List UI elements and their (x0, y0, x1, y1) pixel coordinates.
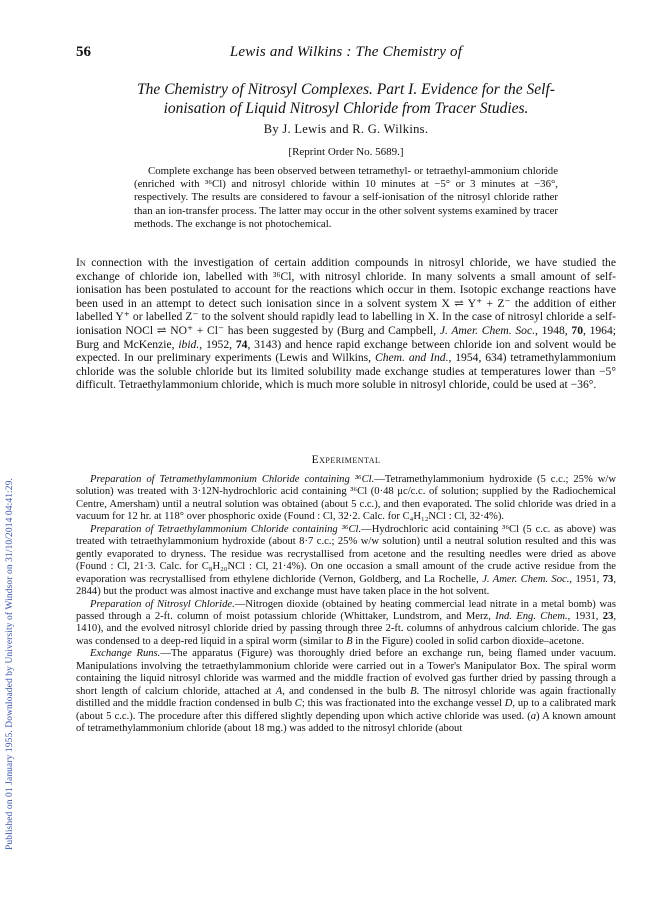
citation-journal: J. Amer. Chem. Soc. (482, 573, 570, 585)
figure-label: D (504, 698, 513, 710)
download-watermark-text: Published on 01 January 1955. Downloaded by University of Windsor on 31/10/2014 04:41:29. (5, 478, 15, 850)
intro-first-word: In (76, 256, 86, 269)
intro-paragraph: In connection with the investigation of certain addition compounds in nitrosyl chloride, we have studied the exchange of chloride ion, labelled with ³⁶Cl, with nitrosyl chloride. In many solvents a small amount of self-ionisation has been postulated to account for the reactions which occur in them. Isotopic exchange reactions have been used in an attempt to detect such ionisation since in a solvent system X ⇌ Y⁺ + Z⁻ the addition of either labelled Y⁺ or labelled Z⁻ to the solvent should rapidly lead to labelling in X. In the case of nitrosyl chloride a self-ionisation NOCl ⇌ NO⁺ + Cl⁻ has been suggested by (Burg and Campbell, J. Amer. Chem. Soc., 1948, 70, 1964; Burg and McKenzie, ibid., 1952, 74, 3143) and hence rapid exchange between chloride ion and solvent would be expected. In our preliminary experiments (Lewis and Wilkins, Chem. and Ind., 1954, 634) tetramethylammonium chloride was the soluble chloride but its limited solubility made exchange studies at temperatures lower than −5° difficult. Tetraethylammonium chloride, which is much more soluble in nitrosyl chloride, could be used at −36°. (76, 256, 616, 392)
figure-label: B (410, 685, 417, 697)
experimental-paragraph: Preparation of Tetramethylammonium Chloride containing ³⁶Cl.—Tetramethylammonium hydroxide (5 c.c.; 25% w/w solution) was treated with 3·12N-hydrochloric acid containing ³⁶Cl (0·48 μc/c.c. of solution; supplied by the Radiochemical Centre, Amersham) until a neutral solution was obtained (about 5 c.c.), and then evaporated. The solid chloride was dried in a vacuum for 12 hr. at 118° over phosphoric oxide (Found : Cl, 32·2. Calc. for C₄H₁₂NCl : Cl, 32·4%). (76, 474, 616, 523)
citation-journal: Ind. Eng. Chem. (495, 610, 568, 622)
experimental-section (76, 474, 616, 736)
citation-journal: Chem. and Ind. (374, 351, 449, 365)
experimental-paragraph: Preparation of Tetraethylammonium Chloride containing ³⁶Cl.—Hydrochloric acid containing ³⁶Cl (5 c.c. as above) was treated with tetraethylammonium hydroxide (about 8·7 c.c.; 25% w/w solution) until a neutral solution resulted and this was gently evaporated to dryness. The residue was recrystallised from acetone and the resulting needles were dried as above (Found : Cl, 21·3. Calc. for C₈H₂₀NCl : Cl, 21·4%). On one occasion a small amount of the crude active residue from the evaporation was recrystallised from ethylene dichloride (Vernon, Goldberg, and La Rochelle, J. Amer. Chem. Soc., 1951, 73, 2844) but the product was almost inactive and exchange must have taken place in the hot solvent. (76, 523, 617, 598)
list-marker: a (530, 710, 537, 722)
download-watermark (3, 140, 17, 850)
section-heading-experimental: Experimental (311, 454, 381, 466)
introduction (76, 256, 616, 392)
citation-volume: 23 (602, 610, 614, 622)
reprint-order: [Reprint Order No. 5689.] (288, 146, 404, 158)
subsection-title: Preparation of Tetraethylammonium Chloride containing ³⁶Cl. (90, 523, 362, 535)
title-line-1: The Chemistry of Nitrosyl Complexes. Part I. Evidence for the Self- (137, 81, 555, 98)
subsection-title: Preparation of Tetramethylammonium Chloride containing ³⁶Cl. (90, 474, 375, 485)
running-title: Lewis and Wilkins : The Chemistry of (229, 44, 463, 60)
title-line-2: ionisation of Liquid Nitrosyl Chloride from Tracer Studies. (163, 100, 529, 117)
running-head (76, 44, 616, 64)
abstract: Complete exchange has been observed between tetramethyl- or tetraethyl-ammonium chloride (enriched with ³⁶Cl) and nitrosyl chloride within 10 minutes at −5° or 3 minutes at −36°, respectively. The results are considered to favour a self-ionisation of the nitrosyl chloride rather than an ion-transfer process. The latter may occur in the other solvent systems examined by tracer methods. The exchange is not photochemical. (134, 165, 558, 230)
figure-label: A (275, 685, 283, 697)
subsection-title: Preparation of Nitrosyl Chloride. (90, 598, 235, 610)
citation-ibid: ibid. (178, 337, 200, 351)
article-title (76, 80, 616, 118)
page-number: 56 (76, 44, 91, 60)
experimental-paragraph: Preparation of Nitrosyl Chloride.—Nitrogen dioxide (obtained by heating commercial lead nitrate in a metal bomb) was passed through a 2-ft. column of moist potassium chloride (Whittaker, Lundstrom, and Merz, Ind. Eng. Chem., 1931, 23, 1410), and the evolved nitrosyl chloride dried by passing through three 2-ft. columns of anhydrous calcium chloride. The gas was condensed to a deep-red liquid in a spiral worm (similar to B in the Figure) cooled in solid carbon dioxide–acetone. (76, 598, 617, 647)
citation-volume: 70 (571, 323, 583, 337)
figure-label: C (294, 698, 302, 710)
citation-volume: 73 (602, 573, 614, 585)
authors: By J. Lewis and R. G. Wilkins. (263, 122, 429, 136)
subsection-title: Exchange Runs. (90, 648, 161, 660)
citation-volume: 74 (235, 337, 248, 351)
experimental-paragraph: Exchange Runs.—The apparatus (Figure) was thoroughly dried before an exchange run, being flamed under vacuum. Manipulations involving the tetraethylammonium chloride were carried out in a Tower's Manipulator Box. The spiral worm containing the liquid nitrosyl chloride was warmed and the middle fraction of evolved gas further dried by passing through a short length of calcium chloride, attached at A, and condensed in the bulb B. The nitrosyl chloride was again fractionally distilled and the middle fraction condensed in bulb C; this was fractionated into the exchange vessel D, up to a calibrated mark (about 5 c.c.). The procedure after this differed slightly depending upon which active chloride was used. (a) A known amount of tetramethylammonium chloride (about 18 mg.) was added to the nitrosyl chloride (about (76, 648, 617, 735)
citation-journal: J. Amer. Chem. Soc. (439, 323, 536, 337)
figure-label: B (346, 635, 353, 647)
